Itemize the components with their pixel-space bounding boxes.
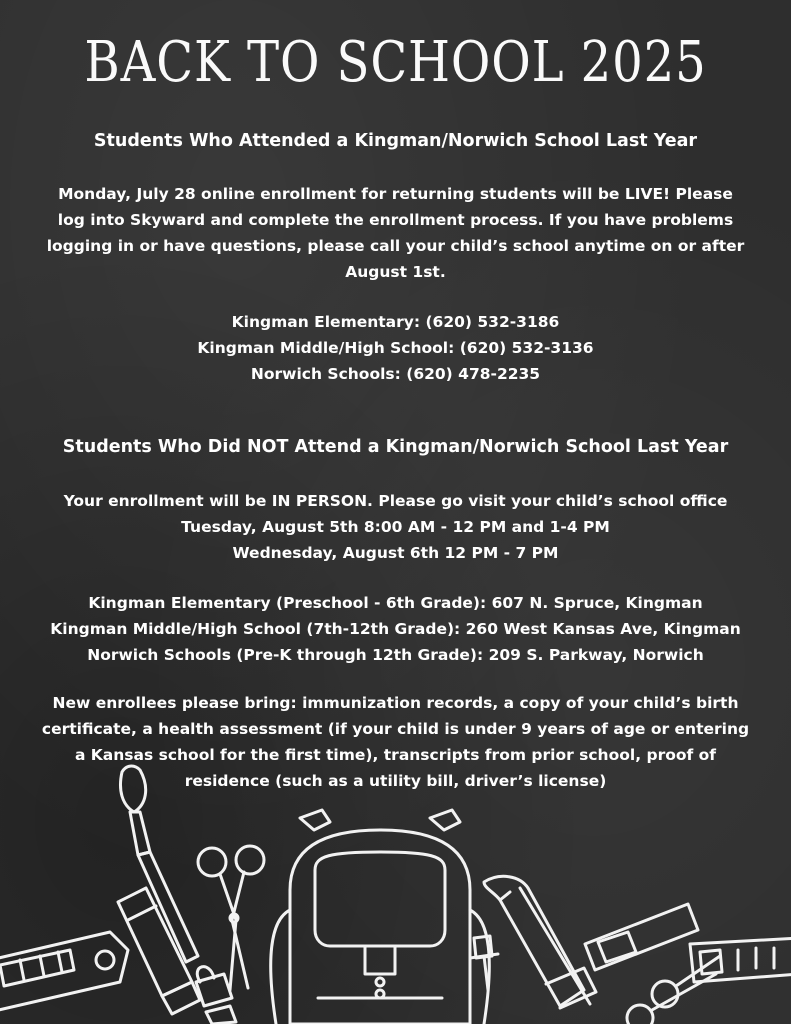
school-address-list — [20, 590, 771, 668]
paragraph-line: Your enrollment will be IN PERSON. Please go visit your child’s school office — [63, 492, 728, 510]
paragraph-line: August 1st. — [345, 263, 446, 281]
new-students-heading: Students Who Did NOT Attend a Kingman/Norwich School Last Year — [62, 437, 729, 457]
paragraph-line: log into Skyward and complete the enrollment process. If you have problems — [57, 211, 734, 229]
school-phone-list — [20, 309, 771, 387]
page-title: BACK TO SCHOOL 2025 — [84, 30, 707, 95]
new-enrollment-schedule — [20, 488, 771, 566]
paragraph-line: logging in or have questions, please call your child’s school anytime on or after — [46, 237, 745, 255]
returning-enrollment-paragraph — [20, 181, 771, 285]
marker-icon — [118, 888, 200, 1014]
paragraph-line: a Kansas school for the first time), transcripts from prior school, proof of — [74, 746, 717, 764]
phone-kingman-elementary: Kingman Elementary: (620) 532-3186 — [231, 313, 560, 331]
schedule-tuesday: Tuesday, August 5th 8:00 AM - 12 PM and 1-4 PM — [181, 518, 610, 536]
address-kingman-elementary: Kingman Elementary (Preschool - 6th Grade): 607 N. Spruce, Kingman — [88, 594, 703, 612]
address-kingman-middle-high: Kingman Middle/High School (7th-12th Grade): 260 West Kansas Ave, Kingman — [50, 620, 741, 638]
phone-norwich-schools: Norwich Schools: (620) 478-2235 — [250, 365, 541, 383]
paragraph-line: certificate, a health assessment (if your child is under 9 years of age or entering — [41, 720, 750, 738]
stapler-icon — [484, 876, 596, 1008]
returning-students-heading: Students Who Attended a Kingman/Norwich School Last Year — [93, 131, 698, 151]
backpack-icon — [271, 810, 490, 1024]
scissors-right-icon — [627, 956, 720, 1024]
eraser-icon — [585, 904, 698, 970]
schedule-wednesday: Wednesday, August 6th 12 PM - 7 PM — [232, 544, 559, 562]
phone-kingman-middle-high: Kingman Middle/High School: (620) 532-3136 — [197, 339, 594, 357]
school-supplies-illustration — [0, 760, 791, 1024]
paragraph-line: New enrollees please bring: immunization records, a copy of your child’s birth — [52, 694, 739, 712]
address-norwich-schools: Norwich Schools (Pre-K through 12th Grade): 209 S. Parkway, Norwich — [87, 646, 704, 664]
paragraph-line: Monday, July 28 online enrollment for returning students will be LIVE! Please — [58, 185, 733, 203]
paragraph-line: residence (such as a utility bill, driver’s license) — [184, 772, 607, 790]
push-pin-icon — [470, 936, 498, 990]
box-cutter-icon — [690, 938, 791, 982]
utility-knife-icon — [0, 932, 128, 1012]
